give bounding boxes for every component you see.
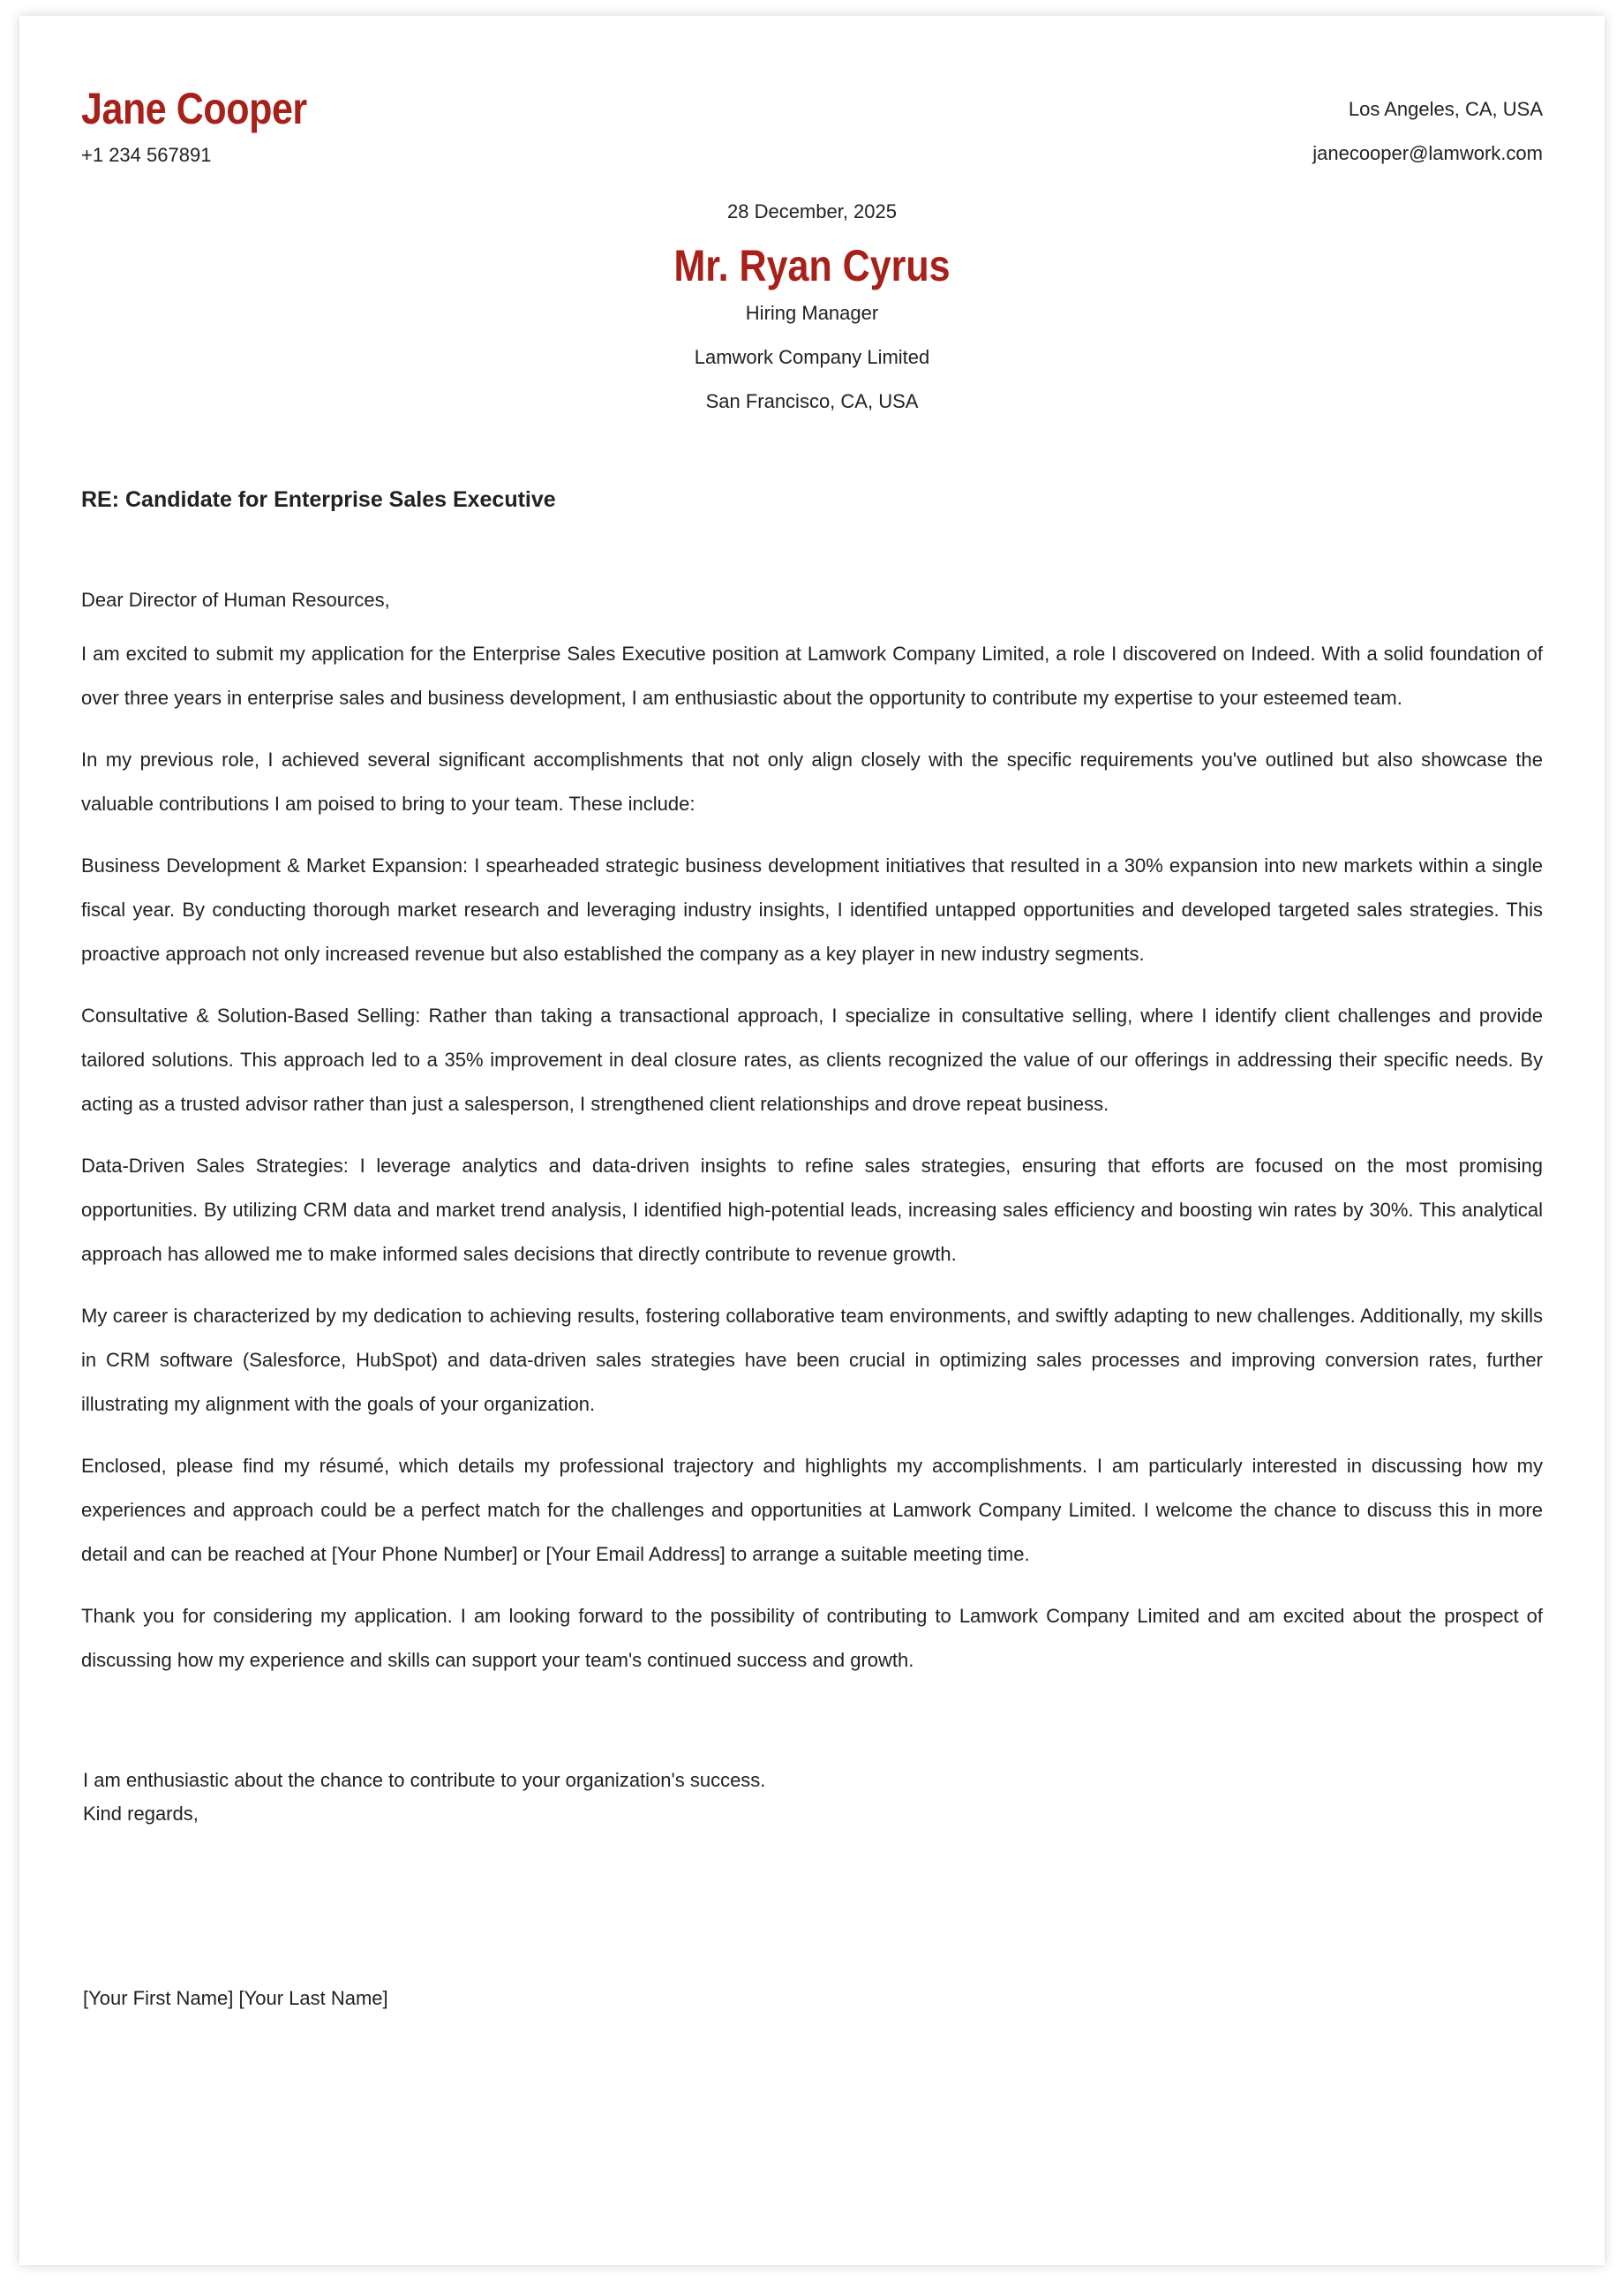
recipient-name: Mr. Ryan Cyrus: [673, 241, 951, 290]
body-paragraph: Enclosed, please find my résumé, which details my professional trajectory and highlights my accomplishments. I am particularly interested in discussing how my experiences and approach could be a perfect match for the challenges and opportunities at Lamwork Company Limited. I welcome the chance to discuss this in more detail and can be reached at [Your Phone Number] or [Your Email Address] to arrange a suitable meeting time.: [81, 1455, 1543, 1565]
subject-line: RE: Candidate for Enterprise Sales Executive: [81, 487, 556, 512]
letter-page: [19, 16, 1605, 2265]
body-paragraph: Consultative & Solution-Based Selling: Rather than taking a transactional approach, I specialize in consultative selling, where I identify client challenges and provide tailored solutions. This approach led to a 35% improvement in deal closure rates, as clients recognized the value of our offerings in addressing their specific needs. By acting as a trusted advisor rather than just a salesperson, I strengthened client relationships and drove repeat business.: [81, 1005, 1543, 1115]
recipient-block: [81, 196, 1543, 424]
letter-body: [81, 584, 1543, 1700]
letter-header: [81, 78, 1543, 184]
sender-email: janecooper@lamwork.com: [1312, 142, 1543, 164]
sender-phone: +1 234 567891: [81, 144, 212, 166]
letter-date: 28 December, 2025: [726, 200, 898, 222]
closing-line: I am enthusiastic about the chance to contribute to your organization's success.: [83, 1769, 766, 1791]
sign-off: Kind regards,: [83, 1803, 199, 1825]
recipient-company: Lamwork Company Limited: [694, 346, 930, 368]
body-paragraph: Thank you for considering my application. I am looking forward to the possibility of contributing to Lamwork Company Limited and am excited about the prospect of discussing how my experience and skills can support your team's continued success and growth.: [81, 1605, 1543, 1671]
body-paragraph: Business Development & Market Expansion: I spearheaded strategic business development initiatives that resulted in a 30% expansion into new markets within a single fiscal year. By conducting thorough market research and leveraging industry insights, I identified untapped opportunities and developed targeted sales strategies. This proactive approach not only increased revenue but also established the company as a key player in new industry segments.: [81, 854, 1543, 965]
body-paragraph: Data-Driven Sales Strategies: I leverage analytics and data-driven insights to refine sales strategies, ensuring that efforts are focused on the most promising opportunities. By utilizing CRM data and market trend analysis, I identified high-potential leads, increasing sales efficiency and boosting win rates by 30%. This analytical approach has allowed me to make informed sales decisions that directly contribute to revenue growth.: [81, 1155, 1543, 1265]
closing-block: [83, 1764, 1545, 1831]
recipient-title: Hiring Manager: [745, 302, 879, 324]
recipient-location: San Francisco, CA, USA: [705, 390, 919, 412]
body-paragraph: In my previous role, I achieved several significant accomplishments that not only align closely with the specific requirements you've outlined but also showcase the valuable contributions I am poised to bring to your team. These include:: [81, 749, 1543, 815]
sender-name: Jane Cooper: [81, 84, 307, 133]
body-paragraph: My career is characterized by my dedication to achieving results, fostering collaborative team environments, and swiftly adapting to new challenges. Additionally, my skills in CRM software (Salesforce, HubSpot) and data-driven sales strategies have been crucial in optimizing sales processes and improving conversion rates, further illustrating my alignment with the goals of your organization.: [81, 1305, 1543, 1415]
signature-name: [Your First Name] [Your Last Name]: [83, 1987, 388, 2009]
sender-location: Los Angeles, CA, USA: [1348, 98, 1543, 120]
salutation: Dear Director of Human Resources,: [81, 589, 390, 611]
body-paragraph: I am excited to submit my application for the Enterprise Sales Executive position at Lamwork Company Limited, a role I discovered on Indeed. With a solid foundation of over three years in enterprise sales and business development, I am enthusiastic about the opportunity to contribute my expertise to your esteemed team.: [81, 643, 1543, 709]
